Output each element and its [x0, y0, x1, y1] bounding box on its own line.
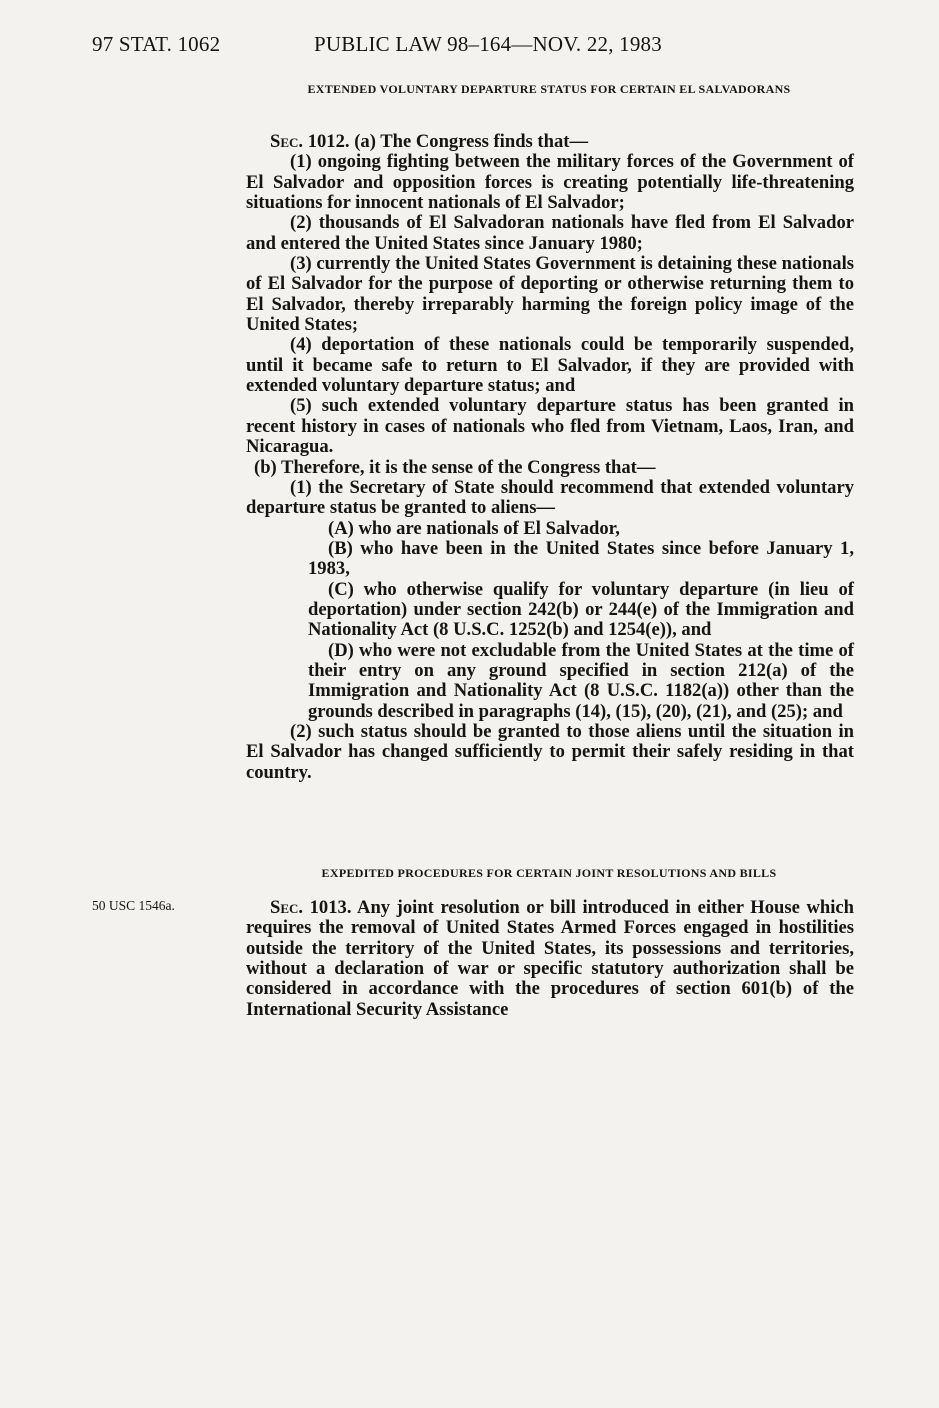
- sense-1-b: (B) who have been in the United States since before January 1, 1983,: [308, 537, 854, 580]
- finding-4: (4) deportation of these nationals could be temporarily suspended, until it became safe to return to El Salvador, if they are provided with extended voluntary departure status; and: [246, 334, 854, 397]
- section-1013-heading: EXPEDITED PROCEDURES FOR CERTAIN JOINT RESOLUTIONS AND BILLS: [321, 866, 777, 880]
- finding-2: (2) thousands of El Salvadoran nationals have fled from El Salvador and entered the United States since January 1980;: [246, 212, 854, 254]
- sense-1-c: (C) who otherwise qualify for voluntary departure (in lieu of deportation) under section 242(b) or 244(e) of the Immigration and Nationality Act (8 U.S.C. 1252(b) and 1254(e)), and: [308, 578, 854, 641]
- margin-citation: 50 USC 1546a.: [92, 898, 175, 913]
- statute-citation: 97 STAT. 1062: [92, 32, 221, 56]
- finding-1: (1) ongoing fighting between the military forces of the Government of El Salvador and opposition forces is creating potentially life-threatening situations for innocent nationals of El Salvador;: [246, 151, 854, 214]
- section-1012-heading: EXTENDED VOLUNTARY DEPARTURE STATUS FOR CERTAIN EL SALVADORANS: [307, 82, 791, 96]
- section-1013-paragraph: Any joint resolution or bill introduced in either House which requires the removal of United States Armed Forces engaged in hostilities outside the territory of the United States, its possessions and territories, without a declaration of war or specific statutory authorization shall be considered in accordance with the procedures of section 601(b) of the International Security Assistance: [246, 897, 854, 1020]
- sense-of-congress-intro: (b) Therefore, it is the sense of the Congress that—: [254, 456, 656, 478]
- section-1012-intro: [246, 132, 854, 152]
- section-1013-text: [246, 898, 854, 1020]
- sense-1: (1) the Secretary of State should recommend that extended voluntary departure status be granted to aliens—: [246, 476, 854, 519]
- section-1012-intro-text: (a) The Congress finds that—: [354, 131, 589, 152]
- sense-2: (2) such status should be granted to those aliens until the situation in El Salvador has changed sufficiently to permit their safely residing in that country.: [246, 720, 854, 783]
- section-1013-body: [246, 898, 854, 1020]
- finding-3: (3) currently the United States Government is detaining these nationals of El Salvador for the purpose of deporting or otherwise returning them to El Salvador, thereby irreparably harming the foreign policy image of the United States;: [246, 253, 854, 336]
- section-1012-body: [246, 132, 854, 783]
- sense-1-d: (D) who were not excludable from the United States at the time of their entry on any ground specified in section 212(a) of the Immigration and Nationality Act (8 U.S.C. 1182(a)) other than the grounds described in paragraphs (14), (15), (20), (21), and (25); and: [308, 639, 854, 722]
- finding-5: (5) such extended voluntary departure status has been granted in recent history in cases of nationals who fled from Vietnam, Laos, Iran, and Nicaragua.: [246, 395, 854, 458]
- section-1013-label: Sec. 1013.: [270, 897, 352, 918]
- public-law-title: PUBLIC LAW 98–164—NOV. 22, 1983: [314, 32, 662, 56]
- section-1012-label: Sec. 1012.: [270, 131, 350, 152]
- sense-1-a: (A) who are nationals of El Salvador,: [328, 517, 620, 539]
